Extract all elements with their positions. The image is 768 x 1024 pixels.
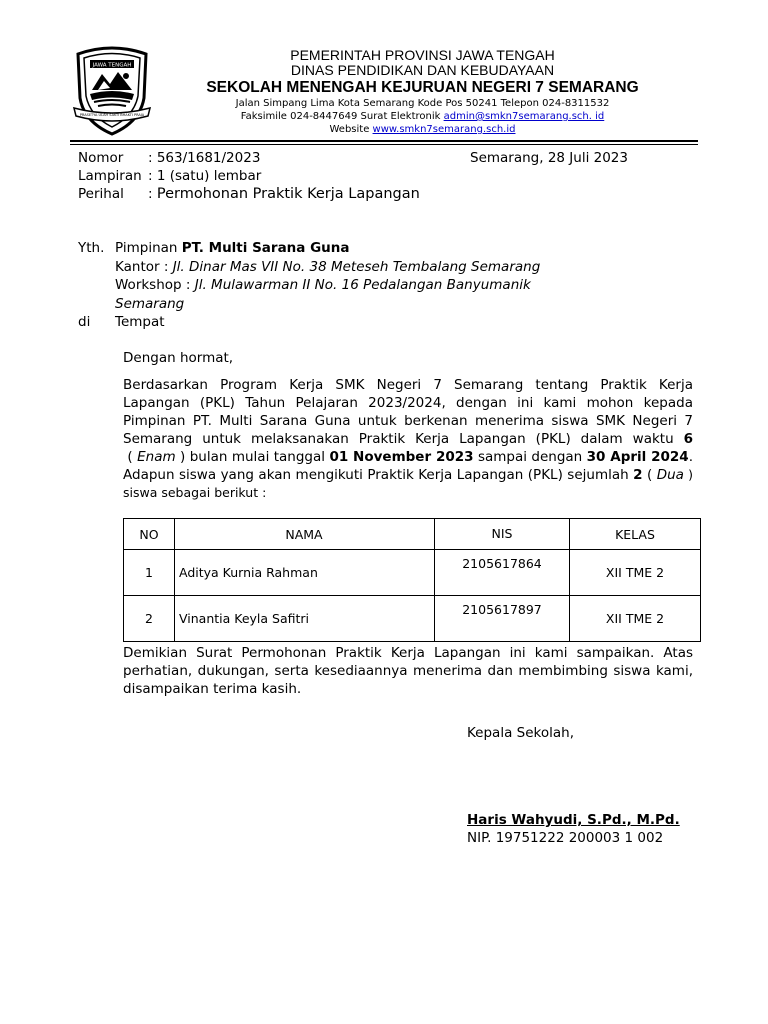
cell-no: 1	[124, 550, 175, 596]
table-header-row	[124, 519, 701, 550]
closing-paragraph: Demikian Surat Permohonan Praktik Kerja Lapangan ini kami sampaikan. Atas perhatian, dukungan, serta kesediaannya menerima dan membimbing siswa kami, disampaikan terima kasih.	[123, 645, 693, 697]
letterhead-government: PEMERINTAH PROVINSI JAWA TENGAH	[290, 47, 555, 63]
lampiran-value: : 1 (satu) lembar	[148, 168, 262, 184]
main-paragraph: Berdasarkan Program Kerja SMK Negeri 7 Semarang tentang Praktik Kerja Lapangan (PKL) Tahun Pelajaran 2023/2024, dengan ini kami mohon kepada Pimpinan PT. Multi Sarana Guna untuk berkenan menerima siswa SMK Negeri 7 Semarang untuk melaksanakan Praktik Kerja Lapangan (PKL) dalam waktu 6 ( Enam ) bulan mulai tanggal 01 November 2023 sampai dengan 30 April 2024. Adapun siswa yang akan mengikuti Praktik Kerja Lapangan (PKL) sejumlah 2 ( Dua ) siswa sebagai berikut :	[123, 377, 693, 500]
letterhead-divider-thin	[70, 144, 698, 145]
workshop-city: Semarang	[115, 295, 185, 312]
column-header-nama: NAMA	[175, 519, 435, 550]
cell-nama: Aditya Kurnia Rahman	[175, 550, 435, 596]
letter-date: Semarang, 28 Juli 2023	[470, 150, 628, 166]
tempat-label: Tempat	[115, 314, 165, 330]
cell-nis: 2105617864	[435, 550, 570, 596]
signature-title: Kepala Sekolah,	[467, 725, 574, 741]
letterhead-address: Jalan Simpang Lima Kota Semarang Kode Pos 50241 Telepon 024-8311532	[235, 98, 610, 109]
signature-nip: NIP. 19751222 200003 1 002	[467, 830, 664, 846]
letterhead-school-name: SEKOLAH MENENGAH KEJURUAN NEGERI 7 SEMARANG	[206, 79, 639, 96]
cell-nis: 2105617897	[435, 596, 570, 642]
di-label: di	[78, 314, 91, 330]
email-link[interactable]: admin@smkn7semarang.sch. id	[443, 111, 605, 122]
signature-name: Haris Wahyudi, S.Pd., M.Pd.	[467, 812, 680, 828]
logo-ribbon-text: PRASETYA ULAH SAKTI BHAKTI PRAJA	[79, 113, 145, 117]
column-header-nis: NIS	[435, 519, 570, 550]
cell-kelas: XII TME 2	[570, 550, 701, 596]
letterhead-website: Website www.smkn7semarang.sch.id	[329, 124, 516, 135]
student-table	[123, 518, 701, 642]
cell-no: 2	[124, 596, 175, 642]
table-row	[124, 596, 701, 642]
workshop-address: Jl. Mulawarman II No. 16 Pedalangan Banyumanik	[194, 277, 531, 293]
website-link[interactable]: www.smkn7semarang.sch.id	[372, 124, 516, 135]
greeting: Dengan hormat,	[123, 350, 234, 366]
letterhead-contact: Faksimile 024-8447649 Surat Elektronik admin@smkn7semarang.sch. id	[240, 111, 605, 122]
logo-banner-text: JAWA TENGAH	[92, 62, 132, 69]
nomor-label: Nomor	[78, 150, 124, 166]
perihal-label: Perihal	[78, 186, 124, 202]
kantor-address: Jl. Dinar Mas VII No. 38 Meteseh Tembalang Semarang	[172, 258, 541, 275]
cell-kelas: XII TME 2	[570, 596, 701, 642]
column-header-no: NO	[124, 519, 175, 550]
lampiran-label: Lampiran	[78, 168, 142, 184]
column-header-kelas: KELAS	[570, 519, 701, 550]
nomor-value: : 563/1681/2023	[148, 150, 261, 166]
perihal-value: Permohonan Praktik Kerja Lapangan	[156, 186, 420, 202]
letter-meta: Nomor : 563/1681/2023 Lampiran : 1 (satu) lembar Perihal : Permohonan Praktik Kerja Lapangan	[78, 150, 420, 202]
jawa-tengah-emblem-logo	[70, 44, 154, 136]
letterhead	[170, 48, 675, 136]
letterhead-department: DINAS PENDIDIKAN DAN KEBUDAYAAN	[290, 62, 555, 78]
cell-nama: Vinantia Keyla Safitri	[175, 596, 435, 642]
table-row	[124, 550, 701, 596]
recipient-company: PT. Multi Sarana Guna	[181, 240, 350, 256]
letterhead-divider-thick	[70, 140, 698, 142]
yth-label: Yth.	[78, 240, 105, 256]
